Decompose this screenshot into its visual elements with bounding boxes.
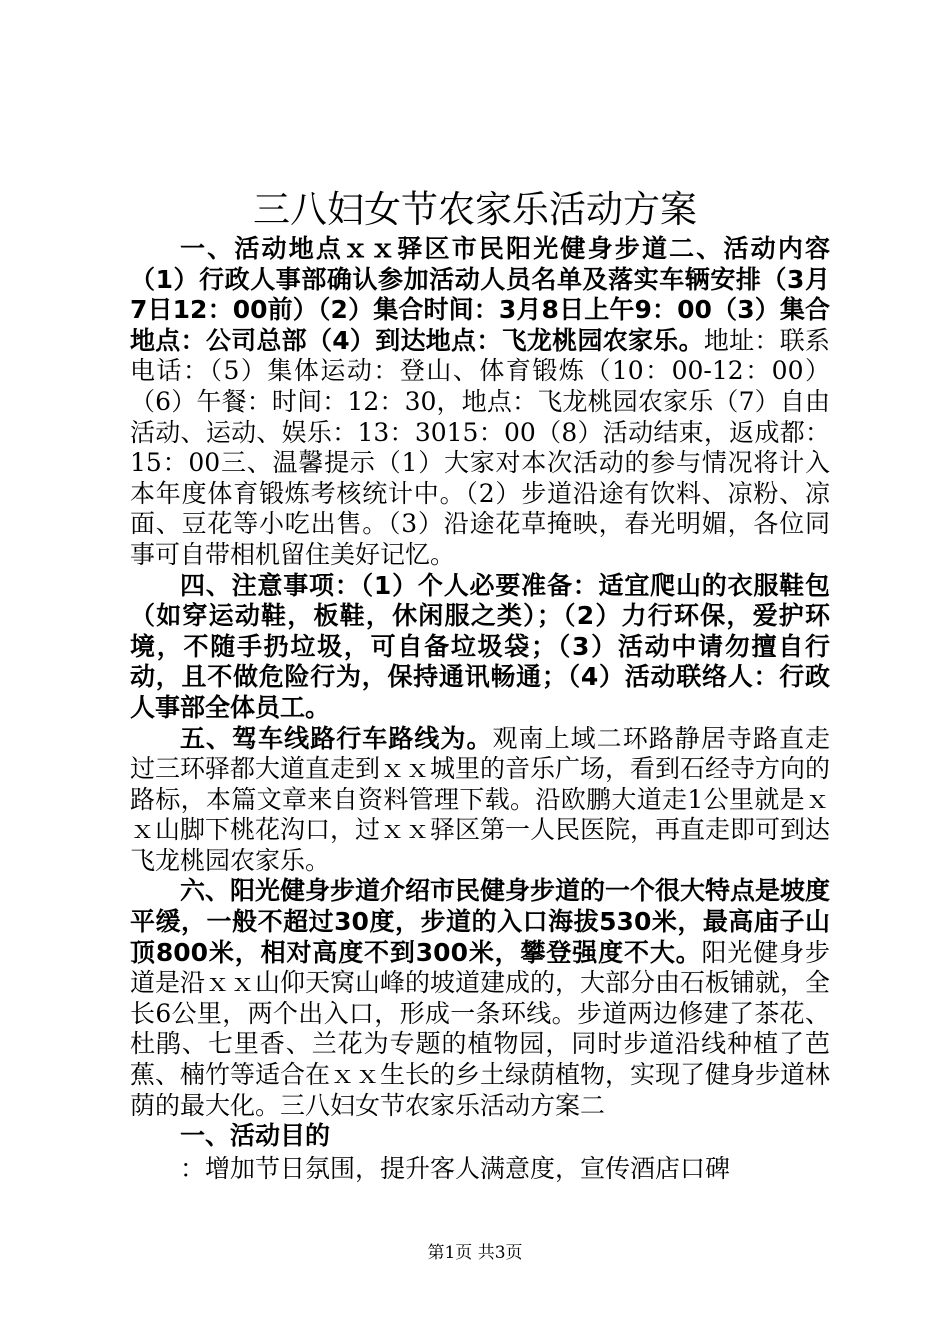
paragraph-regular-text: ：增加节日氛围，提升客人满意度，宣传酒店口碑 xyxy=(180,1153,731,1183)
document-body xyxy=(130,234,830,1184)
paragraph-regular-text: 阳光健身步道是沿ｘｘ山仰天窝山峰的坡道建成的，大部分由石板铺就，全长6公里，两个出入口，形成一条环线。步道两边修建了茶花、杜鹃、七里香、兰花为专题的植物园，同时步道沿线种植了芭蕉、楠竹等适合在ｘｘ生长的乡土绿荫植物，实现了健身步道林荫的最大化。三八妇女节农家乐活动方案二 xyxy=(130,937,831,1120)
paragraph-bold-text: 一、活动目的 xyxy=(180,1121,331,1151)
paragraph-bold-text: 六、阳光健身步道介绍市民健身步道的一个很大特点是坡度平缓，一般不超过30度，步道的入口海拔530米，最高庙子山顶800米，相对高度不到300米，攀登强度不大。 xyxy=(130,876,831,967)
paragraph-trail-intro xyxy=(130,876,830,1121)
paragraph-activity-info xyxy=(130,234,830,571)
paragraph-regular-text: 观南上域二环路静居寺路直走过三环驿都大道直走到ｘｘ城里的音乐广场，看到石经寺方向的路标，本篇文章来自资料管理下载。沿欧鹏大道走1公里就是ｘｘ山脚下桃花沟口，过ｘｘ驿区第一人民医院，再直走即可到达飞龙桃园农家乐。 xyxy=(130,723,831,875)
document-title: 三八妇女节农家乐活动方案 xyxy=(253,188,697,231)
paragraph-regular-text: 地址：联系电话：（5）集体运动：登山、体育锻炼（10：00-12：00）（6）午餐：时间：12：30，地点：飞龙桃园农家乐（7）自由活动、运动、娱乐：13：3015：00（8）活动结束，返成都：15：00三、温馨提示（1）大家对本次活动的参与情况将计入本年度体育锻炼考核统计中。（2）步道沿途有饮料、凉粉、凉面、豆花等小吃出售。（3）沿途花草掩映，春光明媚，各位同事可自带相机留住美好记忆。 xyxy=(130,325,830,569)
paragraph-notes xyxy=(130,571,830,724)
paragraph-bold-text: 四、注意事项：（1）个人必要准备：适宜爬山的衣服鞋包（如穿运动鞋，板鞋，休闲服之类）；（2）力行环保，爱护环境，不随手扔垃圾，可自备垃圾袋；（3）活动中请勿擅自行动，且不做危险行为，保持通讯畅通；（4）活动联络人：行政人事部全体员工。 xyxy=(130,570,830,722)
paragraph-bold-text: 一、活动地点ｘｘ驿区市民阳光健身步道二、活动内容（1）行政人事部确认参加活动人员名单及落实车辆安排（3月7日12：00前）（2）集合时间：3月8日上午9：00（3）集合地点：公司总部（4）到达地点：飞龙桃园农家乐。 xyxy=(130,234,830,355)
paragraph-purpose xyxy=(130,1154,830,1185)
paragraph-section-heading xyxy=(130,1121,830,1152)
page-footer: 第1页 共3页 xyxy=(427,1243,523,1263)
paragraph-driving-route xyxy=(130,724,830,877)
paragraph-bold-text: 五、驾车线路行车路线为。 xyxy=(180,723,493,753)
